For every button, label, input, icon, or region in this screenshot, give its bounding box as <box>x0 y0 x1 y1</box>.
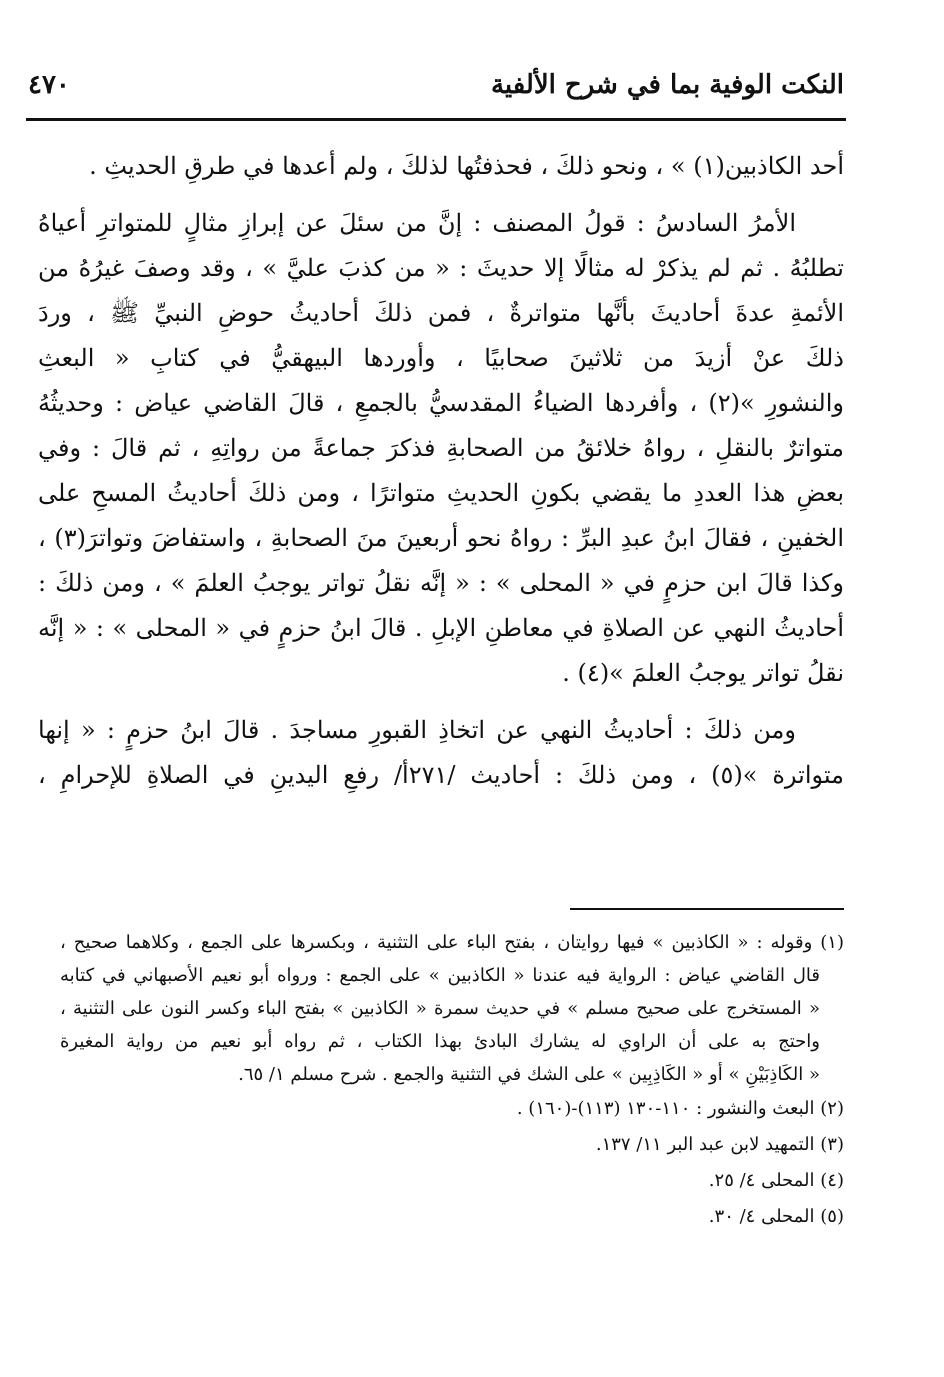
footnote-line: « المستخرج على صحيح مسلم » في حديث سمرة « الكاذبين » بفتح الباء وكسر النون على التثنية ، <box>60 998 820 1019</box>
text-line: الأئمةِ عدةَ أحاديثَ بأنَّها متواترةٌ ، فمن ذلكَ أحاديثُ حوضِ النبيِّ ﷺ ، وردَ <box>38 299 844 327</box>
running-title: النكت الوفية بما في شرح الألفية <box>490 70 844 100</box>
text-line: الأمرُ السادسُ : قولُ المصنف : إنَّ من سئلَ عن إبرازِ مثالٍ للمتواترِ أعياهُ <box>38 209 796 237</box>
text-line: والنشورِ »(٢) ، وأفردها الضياءُ المقدسيُّ بالجمعِ ، قالَ القاضي عياض : وحديثُهُ <box>38 389 844 417</box>
text-line: متواترة »(٥) ، ومن ذلكَ : أحاديث /٢٧١أ/ رفعِ اليدينِ في الصلاةِ للإحرامِ ، <box>38 761 844 789</box>
page-header <box>28 66 844 114</box>
footnote-line: قال القاضي عياض : الرواية فيه عندنا « الكاذبين » على الجمع : ورواه أبو نعيم الأصبهاني في كتابه <box>60 965 820 986</box>
text-line: متواترٌ بالنقلِ ، رواهُ خلائقُ من الصحابةِ فذكرَ جماعةً من رواتِهِ ، ثم قالَ : وفي <box>38 434 844 462</box>
footnote-line: (٢) البعث والنشور : ١١٠-١٣٠ (١١٣)-(١٦٠) . <box>516 1098 844 1119</box>
text-line: نقلُ تواتر يوجبُ العلمَ »(٤) . <box>562 659 844 687</box>
paragraph-gap <box>38 189 844 201</box>
text-line: ذلكَ عنْ أزيدَ من ثلاثينَ صحابيًا ، وأوردها البيهقيُّ في كتابِ « البعثِ <box>38 344 844 372</box>
footnote-line: « الكَاذِبَيْنِ » أو « الكَاذِبِين » على الشك في التثنية والجمع . شرح مسلم ١/ ٦٥. <box>238 1064 820 1085</box>
footnote-line: (٤) المحلى ٤/ ٢٥. <box>708 1170 844 1191</box>
text-line: ومن ذلكَ : أحاديثُ النهي عن اتخاذِ القبورِ مساجدَ . قالَ ابنُ حزمٍ : « إنها <box>38 716 796 744</box>
text-line: وكذا قالَ ابن حزمٍ في « المحلى » : « إنَّه نقلُ تواتر يوجبُ العلمَ » ، ومن ذلكَ : <box>38 569 844 597</box>
footnote-separator <box>570 908 844 910</box>
text-line: الخفينِ ، فقالَ ابنُ عبدِ البرِّ : رواهُ نحو أربعينَ منَ الصحابةِ ، واستفاضَ وتواترَ(٣) ، <box>38 524 844 552</box>
page-number: ٤٧٠ <box>28 70 70 100</box>
text-line: أحد الكاذبين(١) » ، ونحو ذلكَ ، فحذفتُها لذلكَ ، ولم أعدها في طرقِ الحديثِ . <box>89 152 844 180</box>
footnote-line: (٣) التمهيد لابن عبد البر ١١/ ١٣٧. <box>595 1134 844 1155</box>
text-line: بعضِ هذا العددِ ما يقضي بكونِ الحديثِ متواترًا ، ومن ذلكَ أحاديثُ المسحِ على <box>38 479 844 507</box>
footnote-line: واحتج به على أن الراوي له يشارك البادئ بهذا الكتاب ، ثم رواه أبو نعيم من رواية المغيرة <box>60 1031 820 1052</box>
text-line: أحاديثُ النهي عن الصلاةِ في معاطنِ الإبلِ . قالَ ابنُ حزمٍ في « المحلى » : « إنَّه <box>38 614 844 642</box>
paragraph-gap <box>38 696 844 708</box>
text-line: تطلبُهُ . ثم لم يذكرْ له مثالًا إلا حديثَ : « من كذبَ عليَّ » ، وقد وصفَ غيرُهُ من <box>38 254 844 282</box>
footnote-line: (٥) المحلى ٤/ ٣٠. <box>708 1206 844 1227</box>
footnotes <box>60 926 844 1235</box>
header-rule <box>26 118 846 121</box>
footnote-line: (١) وقوله : « الكاذبين » فيها روايتان ، بفتح الباء على التثنية ، وبكسرها على الجمع ، وكلاهما صحيح ، <box>60 932 844 953</box>
main-text <box>38 144 844 798</box>
